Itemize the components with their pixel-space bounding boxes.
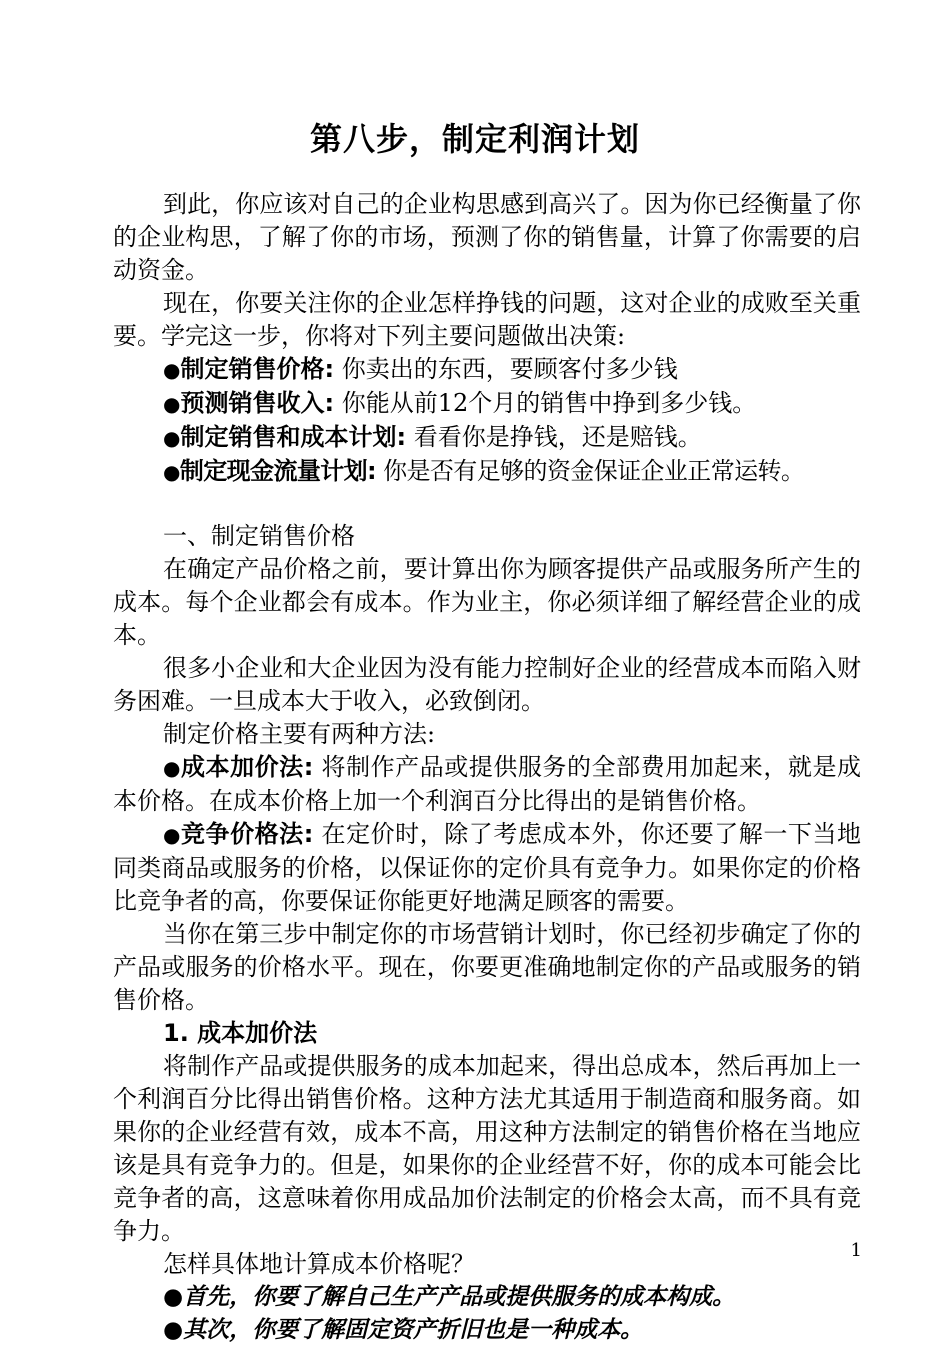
decision-text: 看看你是挣钱，还是赔钱。 xyxy=(406,423,702,451)
decision-item xyxy=(113,387,861,421)
bullet-icon: ● xyxy=(163,460,180,484)
decision-text: 你是否有足够的资金保证企业正常运转。 xyxy=(376,457,805,485)
decision-text: 你能从前12个月的销售中挣到多少钱。 xyxy=(334,389,757,417)
section-paragraph-3: 制定价格主要有两种方法: xyxy=(163,720,436,748)
bullet-icon: ● xyxy=(163,392,181,416)
method-term: 成本加价法: xyxy=(181,753,314,781)
bullet-icon: ● xyxy=(163,756,181,780)
decision-term: 制定销售和成本计划: xyxy=(180,423,407,451)
bullet-icon: ● xyxy=(163,823,181,847)
section-paragraph-1: 在确定产品价格之前，要计算出你为顾客提供产品或服务所产生的成本。每个企业都会有成本。作为业主，你必须详细了解经营企业的成本。 xyxy=(113,555,861,649)
subsection-paragraph-2: 怎样具体地计算成本价格呢？ xyxy=(163,1250,475,1278)
decision-term: 制定现金流量计划: xyxy=(179,457,377,485)
section-paragraph-2: 很多小企业和大企业因为没有能力控制好企业的经营成本而陷入财务困难。一旦成本大于收入，必致倒闭。 xyxy=(113,654,861,715)
bullet-icon: ● xyxy=(163,358,181,382)
decision-text: 你卖出的东西，要顾客付多少钱 xyxy=(334,355,678,383)
method-text: 将制作产品或提供服务的全部费用加起来，就是成本价格。在成本价格上加一个利润百分比得出的是销售价格。 xyxy=(113,753,861,815)
section-heading: 一、制定销售价格 xyxy=(163,522,355,550)
decision-item xyxy=(113,455,861,489)
intro-paragraph-2: 现在，你要关注你的企业怎样挣钱的问题，这对企业的成败至关重要。学完这一步，你将对下列主要问题做出决策: xyxy=(113,289,861,350)
subsection-paragraph-1: 将制作产品或提供服务的成本加起来，得出总成本，然后再加上一个利润百分比得出销售价格。这种方法尤其适用于制造商和服务商。如果你的企业经营有效，成本不高，用这种方法制定的销售价格在当地应该是具有竞争力的。但是，如果你的企业经营不好，你的成本可能会比竞争者的高，这意味着你用成品加价法制定的价格会太高，而不具有竞争力。 xyxy=(113,1052,861,1245)
page-title: 第八步，制定利润计划 xyxy=(309,120,640,158)
decision-term: 制定销售价格: xyxy=(180,355,335,383)
method-text: 在定价时，除了考虑成本外，你还要了解一下当地同类商品或服务的价格，以保证你的定价具有竞争力。如果你定的价格比竞争者的高，你要保证你能更好地满足顾客的需要。 xyxy=(113,820,861,915)
method-term: 竞争价格法: xyxy=(181,820,314,848)
subsection-heading: 1. 成本加价法 xyxy=(163,1019,318,1047)
decision-item xyxy=(113,421,861,455)
subsection-point: ●首先，你要了解自己生产产品或提供服务的成本构成。 xyxy=(163,1284,736,1310)
decision-item xyxy=(113,353,861,387)
subsection-point: ●其次，你要了解固定资产折旧也是一种成本。 xyxy=(163,1317,644,1343)
method-item xyxy=(113,818,861,918)
document-body xyxy=(113,188,861,1347)
section-paragraph-4: 当你在第三步中制定你的市场营销计划时，你已经初步确定了你的产品或服务的价格水平。现在，你要更准确地制定你的产品或服务的销售价格。 xyxy=(113,920,861,1014)
page-number: 1 xyxy=(850,1240,862,1261)
intro-paragraph-1: 到此，你应该对自己的企业构思感到高兴了。因为你已经衡量了你的企业构思，了解了你的市场，预测了你的销售量，计算了你需要的启动资金。 xyxy=(113,190,861,284)
bullet-icon: ● xyxy=(163,426,181,450)
method-item xyxy=(113,751,861,818)
decision-term: 预测销售收入: xyxy=(180,389,335,417)
